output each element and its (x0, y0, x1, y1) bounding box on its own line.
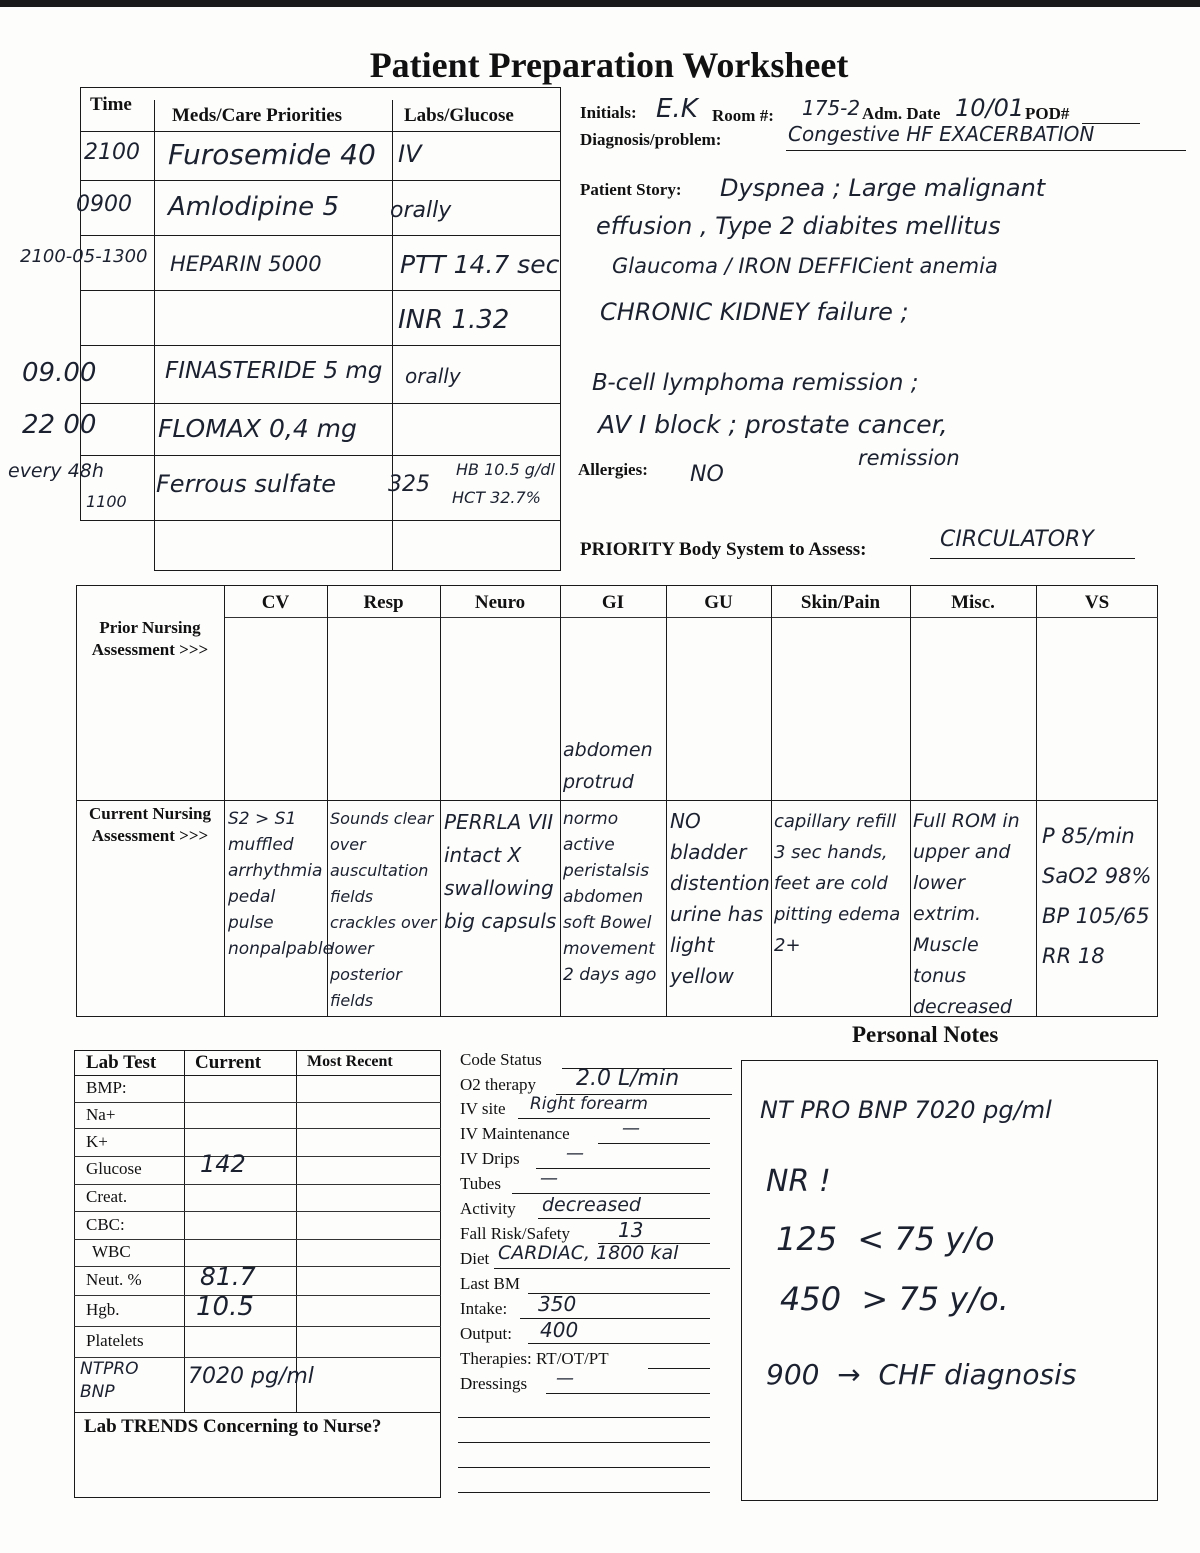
med-time: 0900 (76, 192, 132, 217)
iv-drips-label: IV Drips (460, 1149, 520, 1168)
lab-test-name: BMP: (86, 1078, 127, 1097)
pod-label: POD# (1025, 104, 1070, 123)
last-bm-label: Last BM (460, 1274, 520, 1293)
dressings-value: — (556, 1368, 574, 1389)
diagnosis-label: Diagnosis/problem: (580, 130, 722, 149)
vs-sao2: SaO2 98% (1042, 864, 1152, 888)
med-time: 2100 (84, 140, 140, 165)
med-name: Amlodipine 5 (168, 192, 339, 222)
story-line: B-cell lymphoma remission ; (592, 370, 919, 396)
iv-maintenance-label: IV Maintenance (460, 1124, 570, 1143)
lab-value: orally (390, 198, 452, 223)
time-header: Time (90, 94, 132, 115)
col-misc: Misc. (951, 592, 995, 613)
iv-site-value: Right forearm (530, 1094, 648, 1114)
vs-bp: BP 105/65 (1042, 904, 1150, 928)
lab-current-hgb: 10.5 (196, 1292, 254, 1322)
initials-value: E.K (656, 94, 698, 124)
lab-test-name: Neut. % (86, 1270, 142, 1289)
intake-label: Intake: (460, 1299, 508, 1318)
note-line: 900 → CHF diagnosis (766, 1358, 1077, 1391)
lab-test-name: Hgb. (86, 1300, 120, 1319)
col-cv: CV (261, 592, 290, 613)
current-neuro: PERRLA VII intact X swallowing big capsuls (444, 810, 557, 933)
fall-risk-label: Fall Risk/Safety (460, 1224, 571, 1243)
output-label: Output: (460, 1324, 512, 1343)
note-line: 125 < 75 y/o (776, 1220, 995, 1258)
med-name: HEPARIN 5000 (170, 252, 322, 276)
col-vs: VS (1084, 592, 1110, 613)
diet-value: CARDIAC, 1800 kal (498, 1242, 679, 1264)
current-assessment-label: Current Nursing Assessment >>> (89, 804, 211, 845)
priority-label: PRIORITY Body System to Assess: (580, 539, 867, 560)
current-gu: NO bladder distention urine has light yellow (670, 809, 770, 988)
current-resp: Sounds clear over auscultation fields crackles over lower posterior fields (330, 809, 437, 1010)
current-vs (1042, 816, 1151, 976)
lab-test-name: Glucose (86, 1159, 142, 1178)
story-line: Glaucoma / IRON DEFFICient anemia (612, 254, 998, 278)
intake-value: 350 (538, 1292, 577, 1316)
therapies-label: Therapies: RT/OT/PT (460, 1349, 609, 1368)
current-skin-pain: capillary refill 3 sec hands, feet are cold pitting edema 2+ (774, 811, 901, 956)
lab-test-name: Platelets (86, 1331, 144, 1350)
lab-current-ntpro: 7020 pg/ml (188, 1364, 314, 1389)
scan-top-edge (0, 0, 1200, 7)
vs-rr: RR 18 (1042, 944, 1105, 968)
allergies-label: Allergies: (578, 460, 648, 479)
story-line: Dyspnea ; Large malignant (720, 174, 1046, 202)
lab-test-ntpro: NTPRO BNP (80, 1359, 139, 1402)
dressings-label: Dressings (460, 1374, 528, 1393)
lab-value: INR 1.32 (398, 305, 510, 335)
lab-test-name: WBC (92, 1242, 131, 1261)
lab-current-header: Current (195, 1052, 262, 1073)
output-value: 400 (540, 1318, 579, 1342)
personal-notes-heading: Personal Notes (852, 1022, 999, 1047)
lab-current-neut: 81.7 (200, 1262, 256, 1291)
med-name: FINASTERIDE 5 mg (165, 358, 383, 384)
o2-value: 2.0 L/min (576, 1066, 680, 1091)
current-misc: Full ROM in upper and lower extrim. Muscle tonus decreased (913, 810, 1020, 1018)
current-cv: S2 > S1 muffled arrhythmia pedal pulse nonpalpable (228, 809, 334, 959)
prior-assessment-label: Prior Nursing Assessment >>> (91, 618, 209, 659)
code-status-label: Code Status (460, 1050, 542, 1069)
lab-value: orally (405, 364, 461, 388)
labs-header: Labs/Glucose (404, 105, 514, 126)
lab-value: PTT 14.7 sec (400, 250, 560, 279)
iv-maintenance-value: — (622, 1118, 640, 1139)
med-name: Furosemide 40 (168, 138, 376, 171)
lab-value: 325 (388, 472, 430, 497)
adm-date-value: 10/01 (955, 94, 1025, 122)
lab-test-name: CBC: (86, 1215, 125, 1234)
vs-pulse: P 85/min (1042, 824, 1135, 848)
patient-story-label: Patient Story: (580, 180, 682, 199)
lab-current-glucose: 142 (200, 1150, 246, 1178)
tubes-value: — (540, 1168, 558, 1189)
priority-value: CIRCULATORY (940, 527, 1094, 552)
lab-value: IV (398, 140, 422, 168)
diagnosis-value: Congestive HF EXACERBATION (788, 122, 1095, 146)
prior-gi: abdomen protrud (563, 739, 653, 793)
note-line: NR ! (766, 1164, 831, 1199)
lab-recent-header: Most Recent (307, 1053, 393, 1070)
meds-header: Meds/Care Priorities (172, 105, 343, 126)
story-line: CHRONIC KIDNEY failure ; (600, 298, 909, 326)
fall-risk-value: 13 (618, 1218, 644, 1242)
med-time-secondary: 1100 (86, 492, 127, 511)
lab-trends-label: Lab TRENDS Concerning to Nurse? (84, 1416, 382, 1437)
col-gu: GU (704, 592, 733, 613)
iv-site-label: IV site (460, 1099, 506, 1118)
lab-test-name: Creat. (86, 1187, 128, 1206)
activity-value: decreased (542, 1194, 641, 1216)
med-name: FLOMAX 0,4 mg (158, 414, 357, 443)
lab-value-hct: HCT 32.7% (452, 488, 541, 507)
story-line: remission (858, 446, 960, 470)
activity-label: Activity (460, 1199, 516, 1218)
note-line: NT PRO BNP 7020 pg/ml (760, 1096, 1052, 1124)
lab-test-name: Na+ (86, 1105, 116, 1124)
lab-test-name: K+ (86, 1132, 108, 1151)
med-time: 2100-05-1300 (20, 246, 148, 267)
story-line: effusion , Type 2 diabites mellitus (596, 212, 1001, 240)
o2-label: O2 therapy (460, 1075, 537, 1094)
lab-value-hb: HB 10.5 g/dl (456, 460, 555, 479)
col-gi: GI (601, 592, 625, 613)
col-skin-pain: Skin/Pain (800, 592, 881, 613)
room-label: Room #: (712, 106, 774, 125)
med-time: every 48h (8, 460, 104, 482)
diet-label: Diet (460, 1249, 490, 1268)
lab-test-header: Lab Test (86, 1052, 157, 1073)
allergies-value: NO (690, 462, 724, 487)
tubes-label: Tubes (460, 1174, 501, 1193)
adm-date-label: Adm. Date (862, 104, 941, 123)
med-time: 09.00 (22, 358, 97, 388)
note-line: 450 > 75 y/o. (780, 1280, 1009, 1318)
story-line: AV I block ; prostate cancer, (598, 410, 948, 439)
iv-drips-value: — (566, 1143, 584, 1164)
med-name: Ferrous sulfate (156, 470, 337, 498)
col-resp: Resp (363, 592, 404, 613)
current-gi: normo active peristalsis abdomen soft Bowel movement 2 days ago (563, 809, 657, 985)
med-time: 22 00 (22, 410, 97, 440)
col-neuro: Neuro (474, 592, 526, 613)
page-title: Patient Preparation Worksheet (369, 45, 849, 85)
room-value: 175-2 (802, 96, 861, 120)
initials-label: Initials: (580, 103, 637, 122)
